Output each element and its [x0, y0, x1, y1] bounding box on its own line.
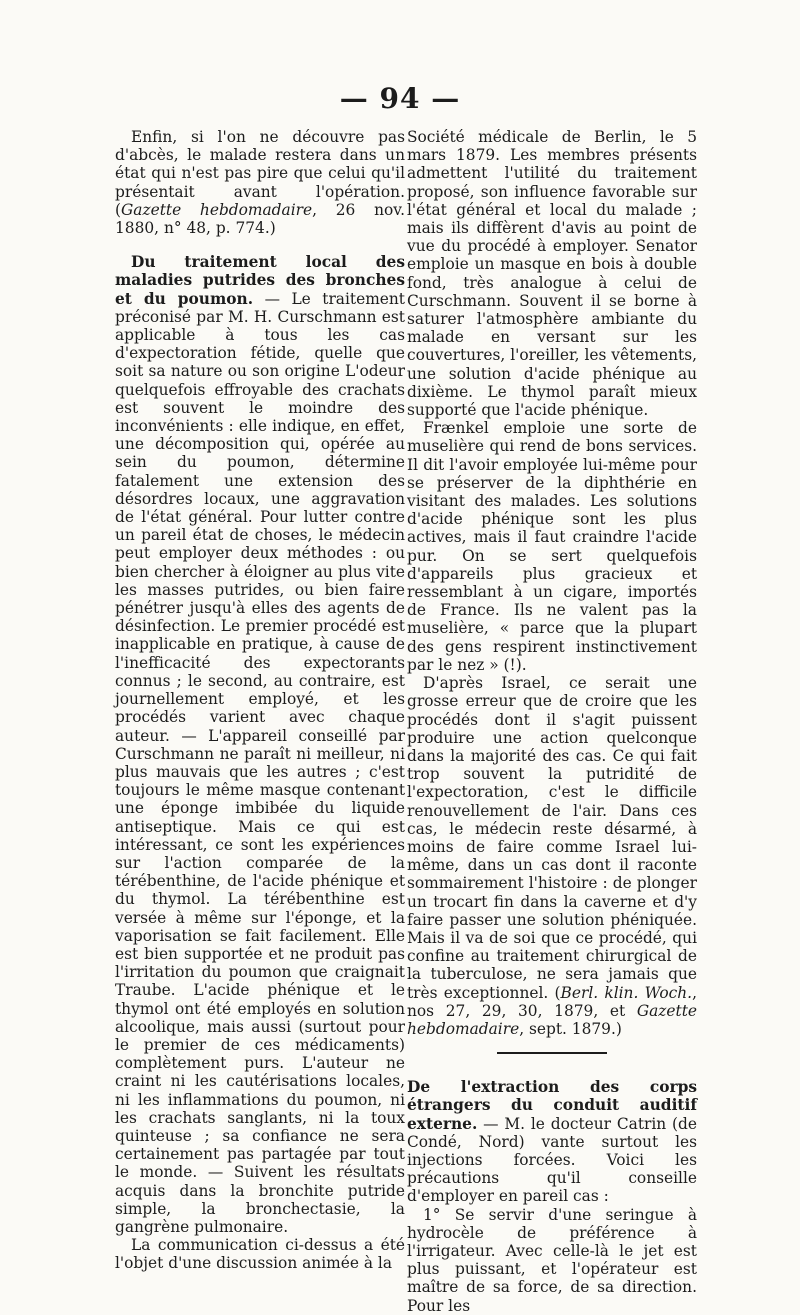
left-paragraph-3: La communication ci-dessus a été l'objet d'une discussion animée à la	[115, 1236, 405, 1273]
source-citation-gazette: Gazette hebdomadaire	[407, 1001, 697, 1038]
left-paragraph-1: Enfin, si l'on ne découvre pas d'abcès, le malade restera dans un état qui n'est pas pire que celui qu'il présentait avant l'opération. (Gazette hebdomadaire, 26 nov. 1880, n° 48, p. 774.)	[115, 128, 406, 238]
source-citation: Gazette hebdomadaire	[121, 200, 313, 219]
source-citation-berl: Berl. klin. Woch.	[560, 983, 693, 1002]
page-number: — 94 —	[339, 82, 461, 115]
right-paragraph-2: Frænkel emploie une sorte de muselière qui rend de bons services. Il dit l'avoir employée lui-même pour se préserver de la diphthérie en visitant des malades. Les solutions d'acide phénique sont les plus actives, mais il faut craindre l'acide pur. On se sert quelquefois d'appareils plus gracieux et ressemblant à un cigare, importés de France. Ils ne valent pas la muselière, « parce que la plupart des gens respirent instinctivement par le nez » (!).	[407, 419, 697, 674]
right-paragraph-3: D'après Israel, ce serait une grosse erreur que de croire que les procédés dont il s'agit puissent produire une action quelconque dans la majorité des cas. Ce qui fait trop souvent la putridité de l'expectoration, c'est le difficile renouvellement de l'air. Dans ces cas, le médecin reste désarmé, à moins de faire comme Israel lui-même, dans un cas dont il raconte sommairement l'histoire : de plonger un trocart fin dans la caverne et d'y faire passer une solution phéniquée. Mais il va de soi que ce procédé, qui confine au traitement chirurgical de la tuberculose, ne sera jamais que très exceptionnel. (Berl. klin. Woch., nos 27, 29, 30, 1879, et Gazette hebdomadaire, sept. 1879.)	[407, 674, 697, 1038]
left-column	[115, 128, 405, 1273]
right-article-paragraph: De l'extraction des corps étrangers du conduit auditif externe. — M. le docteur Catrin (de Condé, Nord) vante surtout les injections forcées. Voici les précautions qu'il conseille d'employer en pareil cas :	[407, 1078, 697, 1206]
right-column	[407, 128, 697, 1315]
right-paragraph-1: Société médicale de Berlin, le 5 mars 1879. Les membres présents admettent l'utilité du traitement proposé, son influence favorable sur l'état général et local du malade ; mais ils diffèrent d'avis au point de vue du procédé à employer. Senator emploie un masque en bois à double fond, très analogue à celui de Curschmann. Souvent il se borne à saturer l'atmosphère ambiante du malade en versant sur les couvertures, l'oreiller, les vêtements, une solution d'acide phénique au dixième. Le thymol paraît mieux supporté que l'acide phénique.	[407, 128, 697, 420]
left-article-paragraph: Du traitement local des maladies putrides des bronches et du poumon. — Le traitement préconisé par M. H. Curschmann est applicable à tous les cas d'expectoration fétide, quelle que soit sa nature ou son origine L'odeur quelquefois effroyable des crachats est souvent le moindre des inconvénients : elle indique, en effet, une décomposition qui, opérée au sein du poumon, détermine fatalement une extension des désordres locaux, une aggravation de l'état général. Pour lutter contre un pareil état de choses, le médecin peut employer deux méthodes : ou bien chercher à éloigner au plus vite les masses putrides, ou bien faire pénétrer jusqu'à elles des agents de désinfection. Le premier procédé est inapplicable en pratique, à cause de l'inefficacité des expectorants connus ; le second, au contraire, est journellement employé, et les procédés varient avec chaque auteur. — L'appareil conseillé par Curschmann ne paraît ni meilleur, ni plus mauvais que les autres ; c'est toujours le même masque contenant une éponge imbibée du liquide antiseptique. Mais ce qui est intéressant, ce sont les expériences sur l'action comparée de la térébenthine, de l'acide phénique et du thymol. La térébenthine est versée à même sur l'éponge, et la vaporisation se fait facilement. Elle est bien supportée et ne produit pas l'irritation du poumon que craignait Traube. L'acide phénique et le thymol ont été employés en solution alcoolique, mais aussi (surtout pour le premier de ces médicaments) complètement purs. L'auteur ne craint ni les cautérisations locales, ni les inflammations du poumon, ni les crachats sanglants, ni la toux quinteuse ; sa confiance ne sera certainement pas partagée par tout le monde. — Suivent les résultats acquis dans la bronchite putride simple, la bronchectasie, la gangrène pulmonaire.	[115, 253, 405, 1236]
section-divider	[497, 1052, 607, 1054]
right-paragraph-5: 1° Se servir d'une seringue à hydrocèle de préférence à l'irrigateur. Avec celle-là le jet est plus puissant, et l'opérateur est maître de sa force, de sa direction. Pour les	[407, 1205, 697, 1315]
article-title-bronches: Du traitement local des maladies putrides des bronches et du poumon.	[115, 253, 405, 308]
article-title-extraction: De l'extraction des corps étrangers du conduit auditif externe.	[407, 1078, 697, 1133]
